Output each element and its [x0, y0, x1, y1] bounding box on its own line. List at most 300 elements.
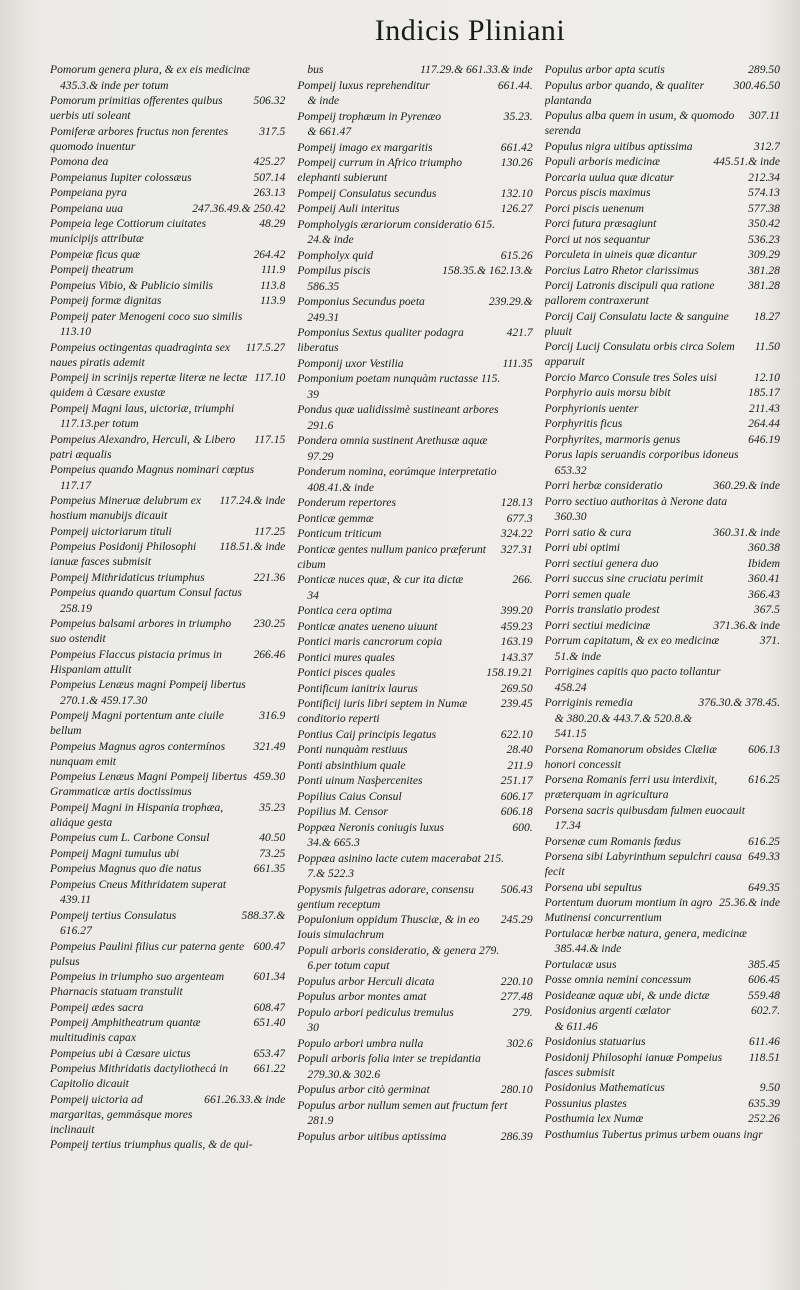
entry-page-ref: 360.29.& inde: [713, 479, 780, 492]
entry-text: Porculeta in uineis quæ dicantur: [544, 248, 697, 261]
entry-text: 39: [307, 387, 319, 401]
entry-page-ref: 600.: [512, 820, 533, 834]
entry-page-ref: 606.13: [748, 742, 780, 756]
index-entry: [297, 1129, 532, 1144]
entry-text: Porsena Romanis ferri usu interdixit, præterquam in agricultura: [544, 773, 718, 801]
index-entry: [297, 78, 532, 93]
entry-text: Pompeiæ ficus quæ: [50, 247, 141, 261]
entry-page-ref: 117.25: [254, 524, 286, 538]
entry-page-ref: 251.17: [500, 774, 533, 787]
index-entry: [545, 170, 780, 185]
index-entry: [297, 1098, 532, 1113]
index-entry: [545, 818, 780, 833]
index-entry: [545, 463, 780, 478]
entry-text: Pompeij uictoria ad margaritas, gemmásque mores inclinauit: [50, 1092, 193, 1136]
entry-text: Pompeius octingentas quadraginta sex naues piratis ademit: [50, 340, 231, 369]
entry-page-ref: 12.10: [753, 370, 780, 384]
entry-text: Porrum capitatum, & ex eo medicinæ: [544, 634, 720, 647]
entry-page-ref: 302.6: [506, 1036, 533, 1050]
entry-page-ref: 211.43: [748, 401, 780, 415]
entry-page-ref: 611.46: [748, 1035, 780, 1048]
entry-page-ref: 266.46: [253, 647, 286, 661]
entry-text: Pompeiana pyra: [50, 186, 127, 199]
entry-text: Porriginis remedia: [544, 696, 633, 709]
entry-text: Pompeius Paulini filius cur paterna gente pulsus: [50, 939, 245, 968]
entry-text: Porri herbæ consideratio: [544, 479, 663, 492]
index-entry: [545, 154, 780, 169]
entry-text: Porcus piscis maximus: [544, 186, 651, 199]
entry-page-ref: 577.38: [748, 201, 780, 215]
index-entry: [50, 370, 285, 400]
entry-text: Pompeij Auli interitus: [297, 202, 400, 215]
index-entry: [545, 1019, 780, 1034]
entry-page-ref: 602.7.: [751, 1004, 780, 1017]
entry-text: 586.35: [307, 279, 340, 293]
index-entry: [297, 310, 532, 325]
entry-text: Portulacæ usus: [544, 957, 617, 971]
index-entry: [297, 603, 532, 618]
index-entry: [297, 789, 532, 804]
entry-text: Ponti nunquàm restiuus: [297, 743, 408, 756]
index-entry: [50, 324, 285, 339]
entry-text: Porcaria uulua quæ dicatur: [544, 170, 675, 184]
entry-page-ref: 459.30: [253, 770, 286, 783]
entry-page-ref: 239.29.&: [488, 295, 533, 308]
index-entry: [50, 309, 285, 324]
entry-text: Pontici mures quales: [297, 650, 395, 664]
entry-text: Ponderum repertores: [297, 496, 396, 509]
index-entry: [50, 877, 285, 892]
entry-text: Pomponium poetam nunquàm ructasse 115.: [297, 372, 501, 385]
entry-text: Posidonius statuarius: [544, 1035, 646, 1048]
entry-page-ref: 445.51.& inde: [713, 155, 780, 168]
entry-text: Populus arbor quando, & qualiter plantanda: [544, 78, 705, 107]
entry-text: Populi arboris medicinæ: [544, 155, 660, 168]
index-entry: [545, 941, 780, 956]
index-entry: [50, 969, 285, 999]
index-entry: [50, 62, 285, 77]
entry-page-ref: 128.13: [500, 496, 533, 509]
index-entry: [50, 800, 285, 830]
entry-text: Porri succus sine cruciatu perimit: [544, 572, 704, 585]
entry-page-ref: 615.26: [500, 248, 533, 262]
entry-text: Pontificum ianitrix laurus: [297, 681, 418, 695]
entry-text: Porphyrionis uenter: [544, 401, 639, 415]
index-entry: [297, 449, 532, 464]
entry-text: & inde: [307, 94, 340, 107]
entry-text: Pompeius Cneus Mithridatem superat: [50, 877, 227, 891]
entry-text: Possunius plastes: [544, 1096, 627, 1110]
index-entry: [50, 432, 285, 462]
entry-text: Pomponius Sextus qualiter podagra liberatus: [297, 326, 464, 354]
index-entry: [297, 279, 532, 294]
index-entry: [297, 1113, 532, 1128]
entry-text: Populus arbor Herculi dicata: [297, 974, 435, 988]
index-entry: [297, 248, 532, 263]
entry-page-ref: 40.50: [259, 831, 286, 844]
entry-text: Ponticæ anates ueneno uiuunt: [297, 619, 438, 633]
entry-text: 279.30.& 302.6: [307, 1067, 381, 1081]
index-entry: [297, 109, 532, 124]
index-entry: [545, 185, 780, 200]
entry-page-ref: 376.30.& 378.45.: [698, 696, 780, 709]
index-entry: [50, 216, 285, 246]
entry-page-ref: 117.24.& inde: [219, 494, 286, 507]
index-entry: [50, 846, 285, 861]
index-entry: [297, 1082, 532, 1097]
index-entry: [297, 958, 532, 973]
index-entry: [297, 217, 532, 232]
entry-text: Porphyritis ficus: [544, 417, 623, 430]
entry-text: Pompeij Consulatus secundus: [297, 186, 437, 200]
entry-text: 541.15: [554, 727, 587, 740]
entry-text: & 611.46: [554, 1019, 598, 1033]
index-entry: [297, 495, 532, 510]
entry-page-ref: 9.50: [759, 1081, 780, 1094]
entry-page-ref: 421.7: [506, 326, 533, 339]
entry-page-ref: 221.36: [253, 570, 286, 584]
entry-text: Porci ut nos sequantur: [544, 232, 651, 246]
entry-text: Pompeius Alexandro, Herculi, & Libero patri æqualis: [50, 432, 236, 461]
entry-page-ref: 73.25: [259, 846, 286, 860]
entry-text: Pompeij uictoriarum tituli: [50, 524, 172, 538]
entry-page-ref: 269.50: [500, 681, 533, 695]
entry-page-ref: 559.48: [748, 988, 780, 1002]
index-entry: [297, 418, 532, 433]
index-entry: [545, 633, 780, 648]
index-entry: [545, 664, 780, 679]
index-entry: [50, 708, 285, 738]
entry-text: Pondus quæ ualidissimè sustineant arbores: [297, 403, 499, 416]
entry-page-ref: 117.15: [254, 432, 286, 446]
index-entry: [297, 464, 532, 479]
entry-text: Porsena ubi sepultus: [544, 880, 642, 894]
entry-page-ref: 381.28: [748, 279, 780, 292]
entry-page-ref: 622.10: [500, 727, 533, 741]
entry-page-ref: 130.26: [500, 156, 533, 169]
index-entry: [50, 416, 285, 431]
entry-page-ref: 28.40: [506, 743, 533, 756]
entry-text: Ponticæ gentes nullum panico præferunt cibum: [297, 542, 487, 571]
index-entry: [50, 830, 285, 845]
entry-text: Pompeij Magni laus, uictoriæ, triumphi: [50, 401, 235, 415]
entry-text: Pompholyx quid: [297, 248, 373, 262]
index-entry: [297, 356, 532, 371]
index-entry: [545, 1003, 780, 1018]
index-entry: [297, 1036, 532, 1051]
index-entry: [297, 433, 532, 448]
index-entry: [545, 1034, 780, 1049]
entry-text: Pompeianus Iupiter colossæus: [50, 170, 192, 184]
index-entry: [545, 401, 780, 416]
index-entry: [545, 309, 780, 339]
entry-text: Porri sectiui genera duo: [544, 556, 659, 570]
entry-page-ref: 327.31: [500, 542, 533, 556]
entry-page-ref: 118.51: [748, 1050, 780, 1064]
entry-text: 435.3.& inde per totum: [60, 78, 169, 92]
index-entry: [297, 851, 532, 866]
entry-page-ref: 263.13: [253, 186, 286, 199]
entry-page-ref: 252.26: [748, 1112, 780, 1125]
entry-page-ref: 661.26.33.& inde: [204, 1092, 286, 1106]
entry-page-ref: 425.27: [253, 155, 286, 168]
entry-text: 291.6: [307, 418, 334, 432]
entry-text: 113.10: [60, 325, 92, 338]
entry-text: Porus lapis seruandis corporibus idoneus: [544, 448, 739, 461]
index-entry: [50, 1015, 285, 1045]
index-entry: [297, 511, 532, 526]
entry-text: Pompeius balsami arbores in triumpho suo ostendit: [50, 617, 232, 645]
entry-page-ref: 588.37.&: [241, 908, 286, 922]
entry-page-ref: 117.5.27: [245, 340, 286, 354]
entry-page-ref: 158.35.& 162.13.&: [442, 264, 533, 277]
index-entry: [50, 124, 285, 154]
page-title: Indicis Pliniani: [374, 14, 566, 47]
entry-page-ref: 661.22: [253, 1062, 286, 1075]
entry-text: Pompeius Magnus quo die natus: [50, 862, 202, 875]
entry-text: Porphyrites, marmoris genus: [544, 432, 681, 446]
entry-text: Porcij Latronis discipuli qua ratione pallorem contraxerunt: [544, 279, 715, 307]
entry-page-ref: 360.38: [748, 541, 780, 554]
entry-text: Pompeij Magni portentum ante ciuile bellum: [50, 709, 224, 737]
index-entry: [297, 588, 532, 603]
entry-text: Populi arboris folia inter se trepidantia: [297, 1052, 481, 1065]
index-entry: [50, 570, 285, 585]
index-entry: [297, 758, 532, 773]
index-entry: [297, 402, 532, 417]
entry-text: 408.41.& inde: [307, 480, 374, 494]
index-entry: [50, 262, 285, 277]
entry-text: 258.19: [60, 601, 92, 615]
entry-page-ref: 459.23: [500, 619, 533, 633]
entry-page-ref: 367.5: [753, 603, 780, 616]
entry-page-ref: 661.35: [253, 862, 286, 875]
index-entry: [545, 926, 780, 941]
index-entry: [297, 480, 532, 495]
entry-text: 616.27: [60, 924, 92, 937]
entry-text: Populus arbor citò germinat: [297, 1083, 430, 1096]
index-entry: [545, 247, 780, 262]
index-entry: [297, 294, 532, 309]
entry-text: Pompeij tertius triumphus qualis, & de qui-: [50, 1138, 253, 1151]
entry-page-ref: 506.32: [253, 94, 286, 107]
index-entry: [545, 62, 780, 77]
entry-page-ref: 309.29: [748, 248, 780, 261]
entry-text: 270.1.& 459.17.30: [60, 693, 148, 707]
entry-page-ref: 371.36.& inde: [713, 618, 780, 632]
entry-text: Porri ubi optimi: [544, 541, 621, 554]
entry-page-ref: 536.23: [748, 232, 780, 246]
index-entry: [545, 278, 780, 308]
entry-page-ref: 163.19: [500, 635, 533, 648]
entry-text: & 661.47: [307, 125, 352, 138]
entry-text: Porsena Romanorum obsides Clæliæ honori concessit: [544, 742, 717, 771]
entry-page-ref: 25.36.& inde: [719, 896, 780, 909]
index-entry: [50, 462, 285, 477]
index-entry: [545, 232, 780, 247]
index-entry: [50, 677, 285, 692]
entry-text: Pompeij Mithridaticus triumphus: [50, 570, 205, 584]
index-entry: [297, 696, 532, 726]
index-entry: [50, 616, 285, 646]
index-entry: [297, 912, 532, 942]
entry-text: 51.& inde: [554, 649, 602, 663]
entry-text: Pompeius Mineruæ delubrum ex hostium manubijs dicauit: [50, 494, 202, 522]
index-column-2: [297, 62, 532, 1270]
index-entry: [297, 634, 532, 649]
entry-page-ref: 264.42: [253, 247, 286, 261]
entry-text: Pompeius quando quartum Consul factus: [50, 586, 242, 599]
entry-text: Populonium oppidum Thusciæ, & in eo Iouis simulachrum: [297, 913, 480, 941]
entry-text: Pompeij luxus reprehenditur: [297, 78, 430, 92]
index-entry: [50, 1092, 285, 1137]
index-entry: [545, 1050, 780, 1080]
index-entry: [545, 216, 780, 231]
index-entry: [297, 1067, 532, 1082]
entry-text: Populo arbori umbra nulla: [297, 1036, 424, 1050]
entry-text: 281.9: [307, 1114, 334, 1127]
entry-page-ref: 132.10: [500, 186, 533, 200]
entry-page-ref: 247.36.49.& 250.42: [192, 201, 286, 215]
entry-text: Pompeij Amphitheatrum quantæ multitudinis capax: [50, 1016, 201, 1044]
entry-text: Pompeia lege Cottiorum ciuitates municipijs attributæ: [50, 217, 207, 245]
entry-text: Pompeij currum in Africo triumpho elephanti subierunt: [297, 156, 462, 184]
index-entry: [50, 154, 285, 169]
index-entry: [50, 340, 285, 370]
entry-text: 34.& 665.3: [307, 836, 360, 849]
index-entry: [297, 542, 532, 572]
entry-text: Porcio Marco Consule tres Soles uisi: [544, 370, 717, 384]
entry-page-ref: 677.3: [506, 511, 533, 525]
entry-page-ref: 506.43: [500, 882, 533, 896]
entry-text: Populo arbori pediculus tremulus: [297, 1005, 454, 1019]
index-entry: [50, 78, 285, 93]
entry-text: Pompeius Lenæus Magni Pompeij libertus Grammaticæ artis doctissimus: [50, 770, 248, 798]
entry-text: Porrigines capitis quo pacto tollantur: [544, 665, 721, 678]
entry-page-ref: 317.5: [259, 124, 286, 138]
entry-text: Porri satio & cura: [544, 525, 632, 539]
entry-text: Pompeij formæ dignitas: [50, 294, 162, 307]
entry-page-ref: 646.19: [748, 432, 780, 446]
index-entry: [297, 835, 532, 850]
entry-text: Populus nigra uitibus aptissima: [544, 139, 693, 153]
index-entry: [545, 957, 780, 972]
entry-text: bus: [307, 63, 324, 76]
entry-page-ref: 111.35: [502, 356, 533, 370]
index-entry: [50, 585, 285, 600]
entry-page-ref: 117.29.& 661.33.& inde: [420, 63, 533, 76]
entry-text: Posse omnia nemini concessum: [544, 973, 692, 986]
entry-text: Posidonius argenti cælator: [544, 1004, 671, 1017]
index-entry: [545, 1096, 780, 1111]
index-entry: [545, 556, 780, 571]
index-entry: [297, 943, 532, 958]
index-entry: [297, 93, 532, 108]
index-entry: [545, 1127, 780, 1142]
entry-text: Porcij Caij Consulatu lacte & sanguine pluuit: [544, 309, 729, 338]
index-entry: [297, 665, 532, 680]
entry-page-ref: 606.18: [500, 805, 533, 818]
index-entry: [50, 601, 285, 616]
entry-page-ref: 185.17: [748, 386, 780, 399]
index-entry: [50, 1000, 285, 1015]
index-entry: [50, 478, 285, 493]
index-entry: [545, 525, 780, 540]
index-entry: [297, 1005, 532, 1020]
entry-text: Pompholygis ærariorum consideratio 615.: [297, 217, 496, 231]
entry-page-ref: 616.25: [748, 773, 780, 786]
entry-page-ref: 286.39: [500, 1129, 533, 1143]
entry-text: 439.11: [60, 893, 92, 906]
entry-page-ref: 608.47: [253, 1000, 286, 1014]
index-entry: [297, 124, 532, 139]
index-entry: [297, 681, 532, 696]
entry-text: 653.32: [554, 463, 587, 477]
entry-page-ref: 212.34: [748, 170, 780, 184]
entry-text: Pompilus piscis: [297, 264, 371, 277]
index-entry: [545, 540, 780, 555]
index-entry: [297, 155, 532, 185]
index-entry: [545, 726, 780, 741]
entry-text: Pompeiana uua: [50, 201, 124, 215]
entry-page-ref: 277.48: [500, 990, 533, 1003]
index-entry: [545, 494, 780, 509]
entry-page-ref: 616.25: [748, 834, 780, 848]
index-entry: [545, 849, 780, 879]
index-entry: [545, 139, 780, 154]
entry-page-ref: 661.42: [500, 140, 533, 154]
entry-text: Pompeius Mithridatis dactyliothecá in Capitolio dicauit: [50, 1062, 229, 1090]
entry-text: Porphyrio auis morsu bibit: [544, 386, 671, 399]
index-entry: [545, 880, 780, 895]
entry-page-ref: 399.20: [500, 604, 533, 617]
entry-text: Porri semen quale: [544, 587, 631, 601]
index-entry: [297, 371, 532, 386]
entry-page-ref: 118.51.& inde: [219, 540, 286, 553]
index-entry: [50, 647, 285, 677]
entry-text: Popysmis fulgetras adorare, consensu gentium receptum: [297, 882, 475, 911]
index-entry: [297, 1051, 532, 1066]
entry-text: Pompeius Magnus agros contermínos nunquam emit: [50, 739, 226, 768]
entry-page-ref: Ibidem: [747, 556, 780, 570]
index-entry: [545, 895, 780, 925]
entry-page-ref: 158.19.21: [486, 666, 533, 679]
entry-text: Pompeij ædes sacra: [50, 1000, 144, 1014]
entry-text: Porsena sacris quibusdam fulmen euocauit: [544, 803, 745, 817]
index-entry: [297, 62, 532, 77]
index-entry: [545, 772, 780, 802]
index-entry: [545, 972, 780, 987]
entry-text: Porri sectiui medicinæ: [544, 618, 651, 632]
entry-text: Posthumius Tubertus primus urbem ouans ingr: [544, 1127, 763, 1141]
entry-page-ref: 649.33: [748, 850, 780, 863]
index-entry: [50, 861, 285, 876]
entry-text: Populus arbor nullum semen aut fructum fert: [297, 1098, 508, 1112]
index-entry: [545, 78, 780, 108]
entry-text: Populus arbor uitibus aptissima: [297, 1129, 447, 1143]
entry-text: 458.24: [554, 680, 587, 694]
index-entry: [297, 140, 532, 155]
index-columns: [50, 62, 780, 1270]
entry-text: 30: [307, 1021, 319, 1034]
entry-text: Ponticum triticum: [297, 527, 382, 540]
entry-page-ref: 649.35: [748, 880, 780, 894]
index-entry: [545, 680, 780, 695]
entry-page-ref: 350.42: [748, 217, 780, 230]
entry-page-ref: 230.25: [253, 617, 286, 630]
entry-text: 6.per totum caput: [307, 959, 390, 972]
index-entry: [297, 882, 532, 912]
